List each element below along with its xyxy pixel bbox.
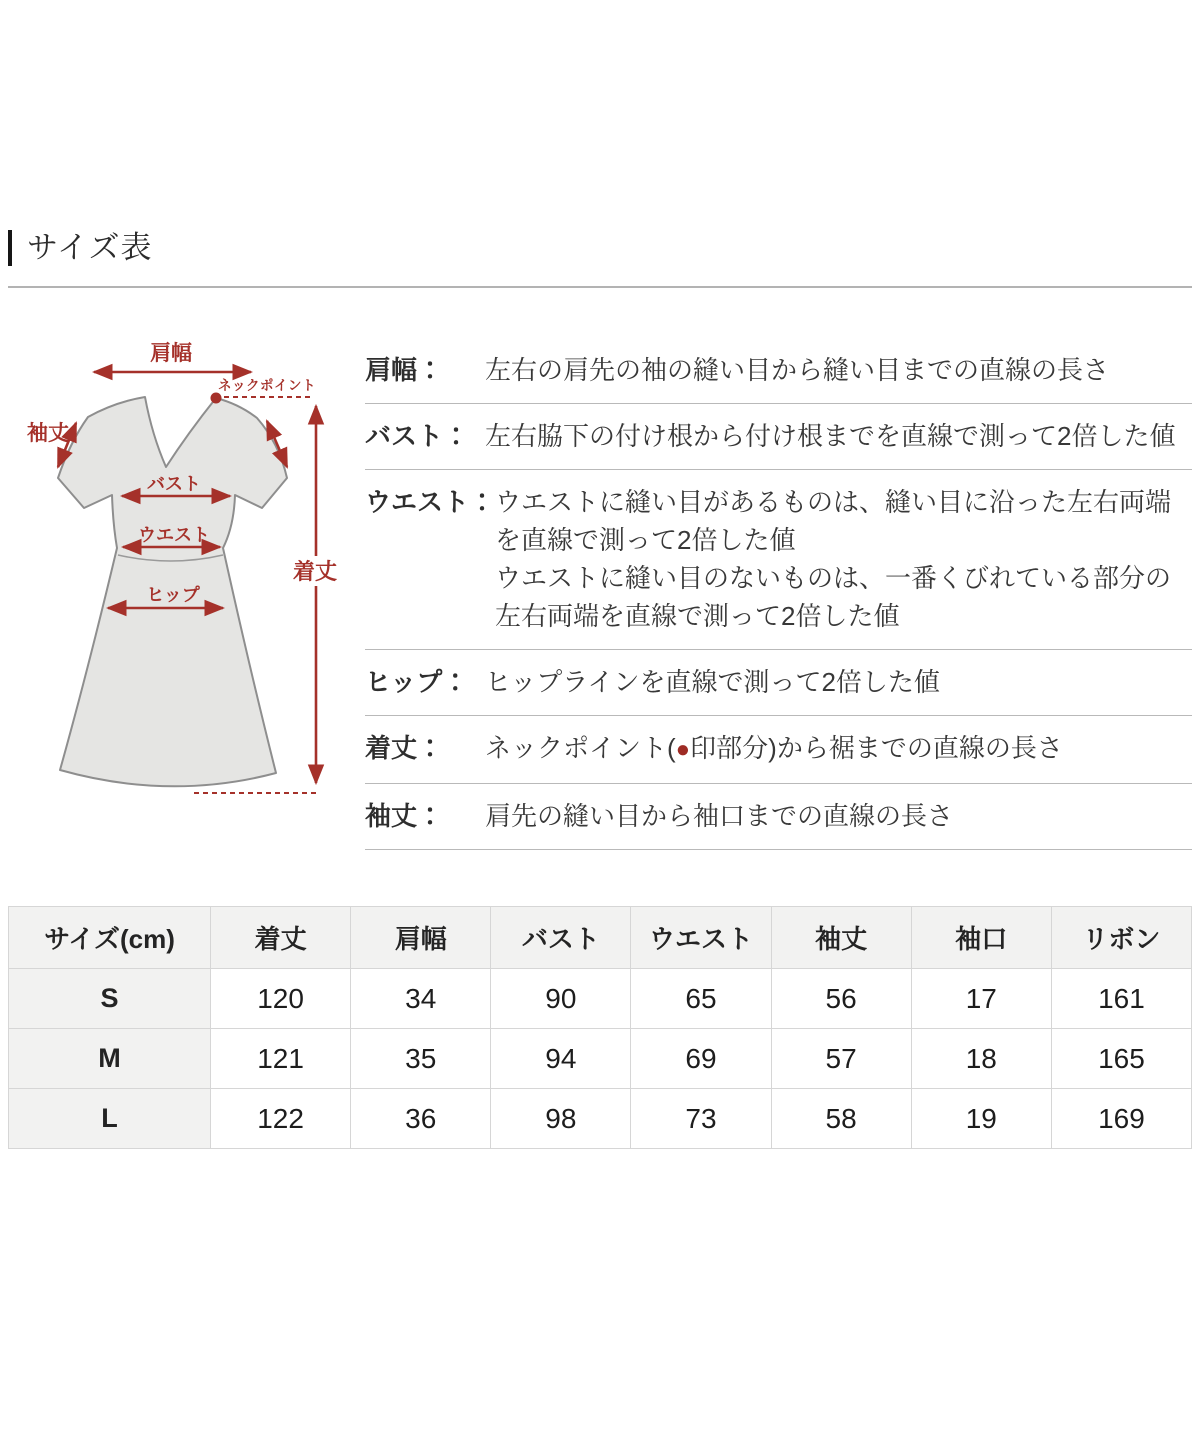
value-cell: 98 <box>491 1089 631 1149</box>
definition-text: ヒップラインを直線で測って2倍した値 <box>485 667 940 697</box>
neck-point-mark-inline: ● <box>675 736 691 763</box>
col-header-size: サイズ(cm) <box>9 907 211 969</box>
size-table <box>8 906 1192 1149</box>
definition-row-waist <box>365 470 1192 650</box>
definition-term: バスト： <box>365 421 470 451</box>
value-cell: 90 <box>491 969 631 1029</box>
size-cell: L <box>9 1089 211 1149</box>
definition-text: ウエストに縫い目があるものは、縫い目に沿った左右両端 を直線で測って2倍した値 ウエストに縫い目のないものは、一番くびれている部分の 左右両端を直線で測って2倍した値 <box>495 487 1172 631</box>
value-cell: 94 <box>491 1029 631 1089</box>
definition-row-hip <box>365 650 1192 716</box>
definition-term: ウエスト： <box>365 487 496 517</box>
label-length: 着丈 <box>292 559 338 584</box>
definition-text: 左右脇下の付け根から付け根までを直線で測って2倍した値 <box>485 421 1176 451</box>
value-cell: 19 <box>911 1089 1051 1149</box>
title-divider <box>8 286 1192 288</box>
value-cell: 18 <box>911 1029 1051 1089</box>
value-cell: 121 <box>211 1029 351 1089</box>
dress-measurement-diagram <box>0 330 345 810</box>
definition-row-shoulder <box>365 338 1192 404</box>
definition-text-pre: ネックポイント( <box>485 733 676 763</box>
value-cell: 36 <box>351 1089 491 1149</box>
value-cell: 35 <box>351 1029 491 1089</box>
definition-row-bust <box>365 404 1192 470</box>
col-header-sleeve: 袖丈 <box>771 907 911 969</box>
definition-text <box>485 729 1192 769</box>
neck-point-dot <box>211 393 222 404</box>
label-shoulder-width: 肩幅 <box>150 342 192 365</box>
value-cell: 69 <box>631 1029 771 1089</box>
col-header-bust: バスト <box>491 907 631 969</box>
col-header-length: 着丈 <box>211 907 351 969</box>
value-cell: 161 <box>1051 969 1191 1029</box>
definition-term: 袖丈： <box>365 801 444 831</box>
table-row-l <box>9 1089 1192 1149</box>
label-sleeve-length: 袖丈 <box>27 422 69 445</box>
size-cell: S <box>9 969 211 1029</box>
value-cell: 65 <box>631 969 771 1029</box>
definition-term: ヒップ： <box>365 667 469 697</box>
size-table-header-row <box>9 907 1192 969</box>
dress-diagram-svg <box>0 330 345 810</box>
table-row-s <box>9 969 1192 1029</box>
measurement-definitions <box>365 338 1192 850</box>
value-cell: 73 <box>631 1089 771 1149</box>
page-title: サイズ表 <box>27 230 153 265</box>
value-cell: 58 <box>771 1089 911 1149</box>
definition-row-sleeve <box>365 784 1192 850</box>
definition-term: 肩幅： <box>365 355 444 385</box>
title-accent-bar <box>8 230 12 266</box>
value-cell: 17 <box>911 969 1051 1029</box>
value-cell: 34 <box>351 969 491 1029</box>
definition-text: 肩先の縫い目から袖口までの直線の長さ <box>485 801 954 831</box>
label-neck-point: ネックポイント <box>218 378 316 393</box>
value-cell: 56 <box>771 969 911 1029</box>
section-header <box>8 230 153 266</box>
label-bust: バスト <box>147 474 201 494</box>
table-row-m <box>9 1029 1192 1089</box>
value-cell: 57 <box>771 1029 911 1089</box>
value-cell: 169 <box>1051 1089 1191 1149</box>
col-header-waist: ウエスト <box>631 907 771 969</box>
definition-text: 左右の肩先の袖の縫い目から縫い目までの直線の長さ <box>485 355 1110 385</box>
label-hip: ヒップ <box>146 585 200 605</box>
col-header-shoulder: 肩幅 <box>351 907 491 969</box>
definition-term: 着丈： <box>365 733 444 763</box>
label-waist: ウエスト <box>138 525 210 545</box>
value-cell: 165 <box>1051 1029 1191 1089</box>
value-cell: 122 <box>211 1089 351 1149</box>
col-header-ribbon: リボン <box>1051 907 1191 969</box>
size-cell: M <box>9 1029 211 1089</box>
definition-text-post: 印部分)から裾までの直線の長さ <box>690 733 1063 763</box>
col-header-cuff: 袖口 <box>911 907 1051 969</box>
definition-row-length <box>365 716 1192 784</box>
value-cell: 120 <box>211 969 351 1029</box>
